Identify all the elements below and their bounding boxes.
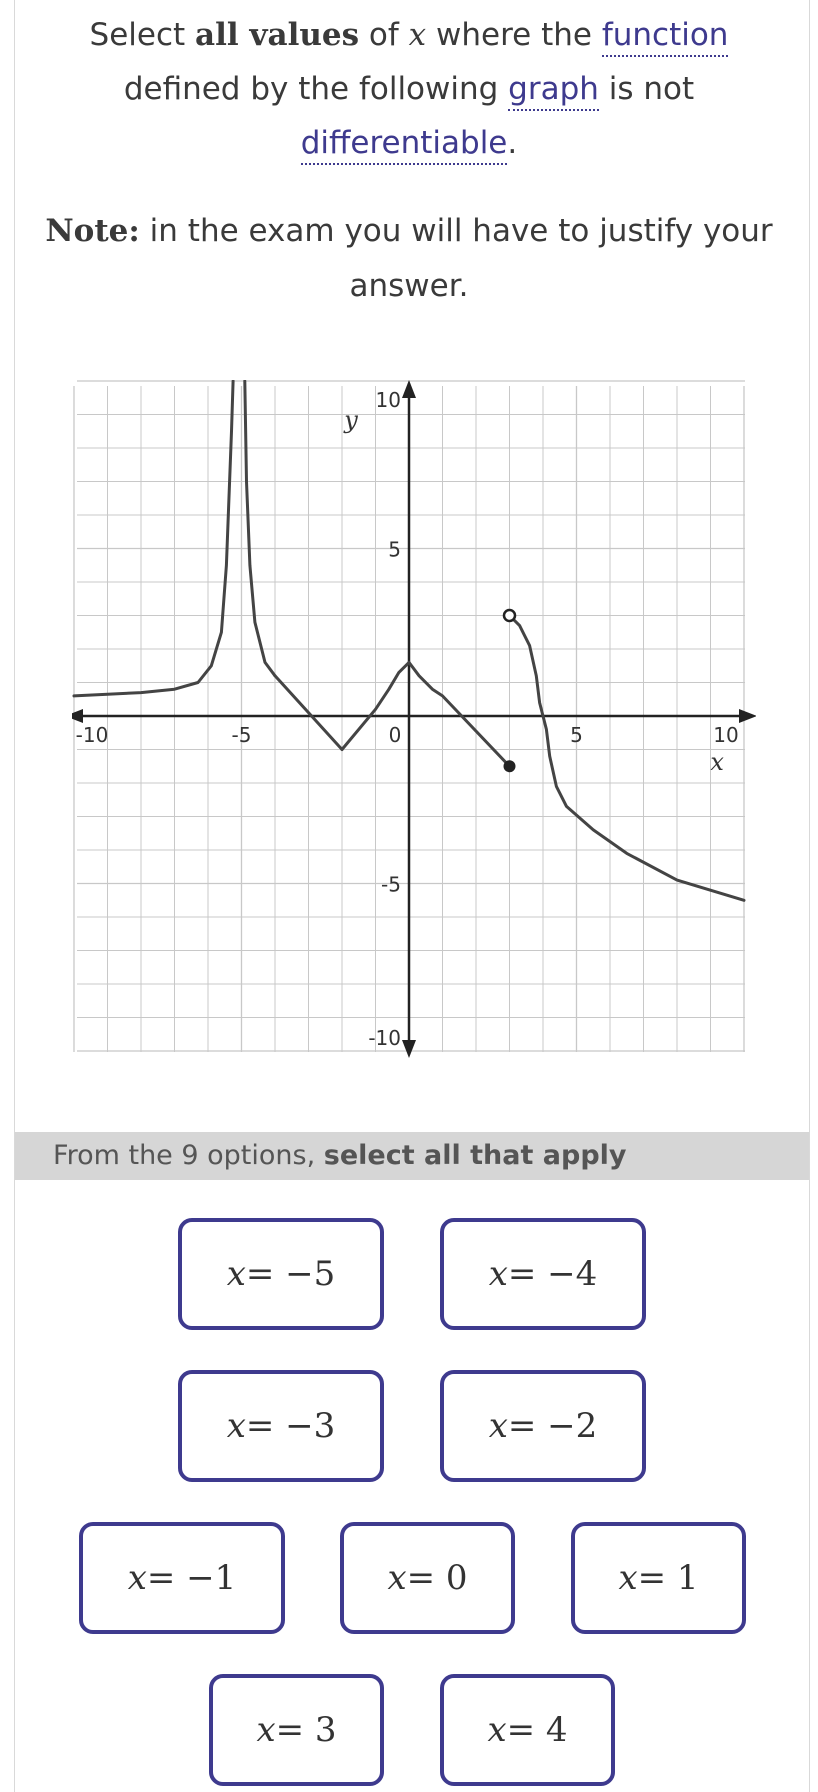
option-var: x xyxy=(226,1406,246,1446)
option-x-3[interactable] xyxy=(209,1674,384,1786)
open-point xyxy=(504,610,515,621)
question-emphasis: all values xyxy=(195,17,360,53)
exam-note xyxy=(20,204,798,314)
option-x-minus-4[interactable] xyxy=(440,1218,646,1330)
question-pre: Select xyxy=(89,17,196,53)
select-prompt xyxy=(15,1132,809,1180)
y-tick-label: 5 xyxy=(388,537,401,562)
curve-cusp-right xyxy=(409,662,510,766)
option-value: = −4 xyxy=(507,1254,598,1294)
y-axis-label: y xyxy=(344,406,358,434)
option-value: = −2 xyxy=(507,1406,598,1446)
y-tick-label: -5 xyxy=(381,872,401,897)
curve-asymptote-right xyxy=(245,381,275,676)
y-tick-label: -10 xyxy=(368,1026,401,1050)
question-line2-pre: defined by the following xyxy=(123,71,509,107)
note-label: Note: xyxy=(45,213,140,249)
y-axis-arrow-up xyxy=(402,380,416,398)
option-value: = 4 xyxy=(506,1710,568,1750)
glossary-link-function[interactable]: function xyxy=(602,17,729,57)
note-line1: in the exam you will have to justify your xyxy=(139,213,773,249)
question-mid2: where the xyxy=(426,17,602,53)
question-line2-post: is not xyxy=(598,71,695,107)
option-x-minus-3[interactable] xyxy=(178,1370,384,1482)
x-tick-label: 0 xyxy=(388,723,402,747)
option-x-minus-2[interactable] xyxy=(440,1370,646,1482)
x-tick-label: -5 xyxy=(231,723,252,747)
option-var: x xyxy=(127,1558,147,1598)
curve-vertical-tangent xyxy=(510,616,745,901)
option-var: x xyxy=(226,1254,246,1294)
question-variable: x xyxy=(408,17,427,53)
x-tick-label: 10 xyxy=(713,723,739,747)
option-var: x xyxy=(256,1710,276,1750)
prompt-emphasis: select all that apply xyxy=(323,1140,627,1171)
option-x-minus-1[interactable] xyxy=(79,1522,285,1634)
x-tick-label: 5 xyxy=(570,723,583,747)
question-mid1: of xyxy=(359,17,409,53)
prompt-pre: From the 9 options, xyxy=(53,1140,324,1171)
question-text xyxy=(20,8,798,170)
note-line2: answer. xyxy=(349,268,469,304)
y-axis-arrow-down xyxy=(402,1040,416,1058)
closed-point xyxy=(504,760,516,772)
option-var: x xyxy=(487,1710,507,1750)
y-tick-label: 10 xyxy=(375,388,401,412)
option-value: = −5 xyxy=(245,1254,336,1294)
option-value: = −3 xyxy=(245,1406,336,1446)
question-period: . xyxy=(507,125,518,161)
glossary-link-differentiable[interactable]: differentiable xyxy=(301,125,508,165)
x-tick-label: -10 xyxy=(75,723,109,747)
option-value: = 3 xyxy=(275,1710,337,1750)
x-axis-arrow-right xyxy=(739,709,756,723)
option-x-1[interactable] xyxy=(571,1522,746,1634)
option-value: = 0 xyxy=(406,1558,468,1598)
option-value: = −1 xyxy=(146,1558,237,1598)
option-var: x xyxy=(488,1406,508,1446)
option-var: x xyxy=(488,1254,508,1294)
option-var: x xyxy=(387,1558,407,1598)
option-x-minus-5[interactable] xyxy=(178,1218,384,1330)
option-x-4[interactable] xyxy=(440,1674,615,1786)
function-graph xyxy=(72,380,756,1060)
option-x-0[interactable] xyxy=(340,1522,515,1634)
option-value: = 1 xyxy=(637,1558,699,1598)
x-axis-label: x xyxy=(710,748,724,776)
option-var: x xyxy=(618,1558,638,1598)
glossary-link-graph[interactable]: graph xyxy=(508,71,599,111)
